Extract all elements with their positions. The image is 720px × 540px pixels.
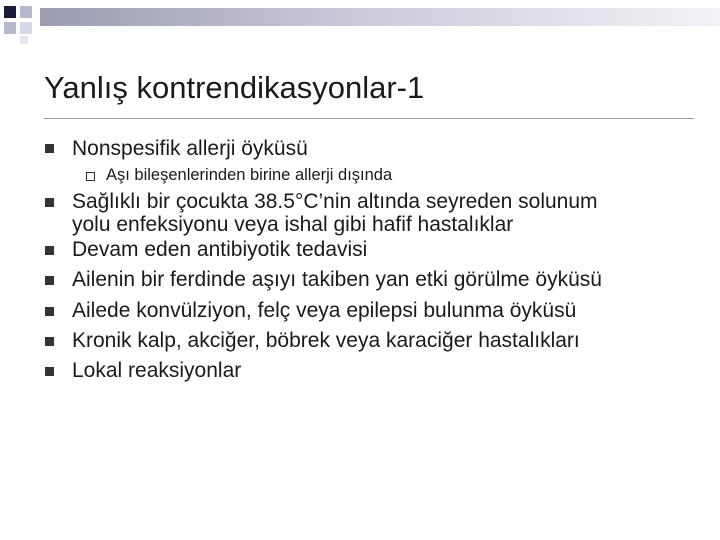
bullet-text: Lokal reaksiyonlar xyxy=(72,359,242,382)
title-rule xyxy=(44,118,694,119)
corner-squares xyxy=(4,6,32,44)
slide-title: Yanlış kontrendikasyonlar-1 xyxy=(44,70,425,105)
bullet-text-continuation: yolu enfeksiyonu veya ishal gibi hafif hastalıklar xyxy=(72,213,514,236)
square-bullet-icon xyxy=(45,144,54,153)
header-decoration xyxy=(0,0,720,50)
bullet-text: Sağlıklı bir çocukta 38.5°C’nin altında seyreden solunum xyxy=(72,190,598,213)
bullet-text: Kronik kalp, akciğer, böbrek veya karaciğer hastalıkları xyxy=(72,329,580,352)
bullet-text: Ailede konvülziyon, felç veya epilepsi bulunma öyküsü xyxy=(72,299,577,322)
square-bullet-icon xyxy=(45,198,54,207)
square-bullet-icon xyxy=(45,246,54,255)
square-bullet-icon xyxy=(45,276,54,285)
bullet-text: Devam eden antibiyotik tedavisi xyxy=(72,238,368,261)
square-bullet-icon xyxy=(45,367,54,376)
bullet-text: Ailenin bir ferdinde aşıyı takiben yan etki görülme öyküsü xyxy=(72,268,602,291)
square-bullet-icon xyxy=(45,337,54,346)
sub-bullet-text: Aşı bileşenlerinden birine allerji dışında xyxy=(106,166,393,184)
hollow-square-bullet-icon xyxy=(86,172,95,181)
square-bullet-icon xyxy=(45,307,54,316)
bullet-text: Nonspesifik allerji öyküsü xyxy=(72,137,308,160)
